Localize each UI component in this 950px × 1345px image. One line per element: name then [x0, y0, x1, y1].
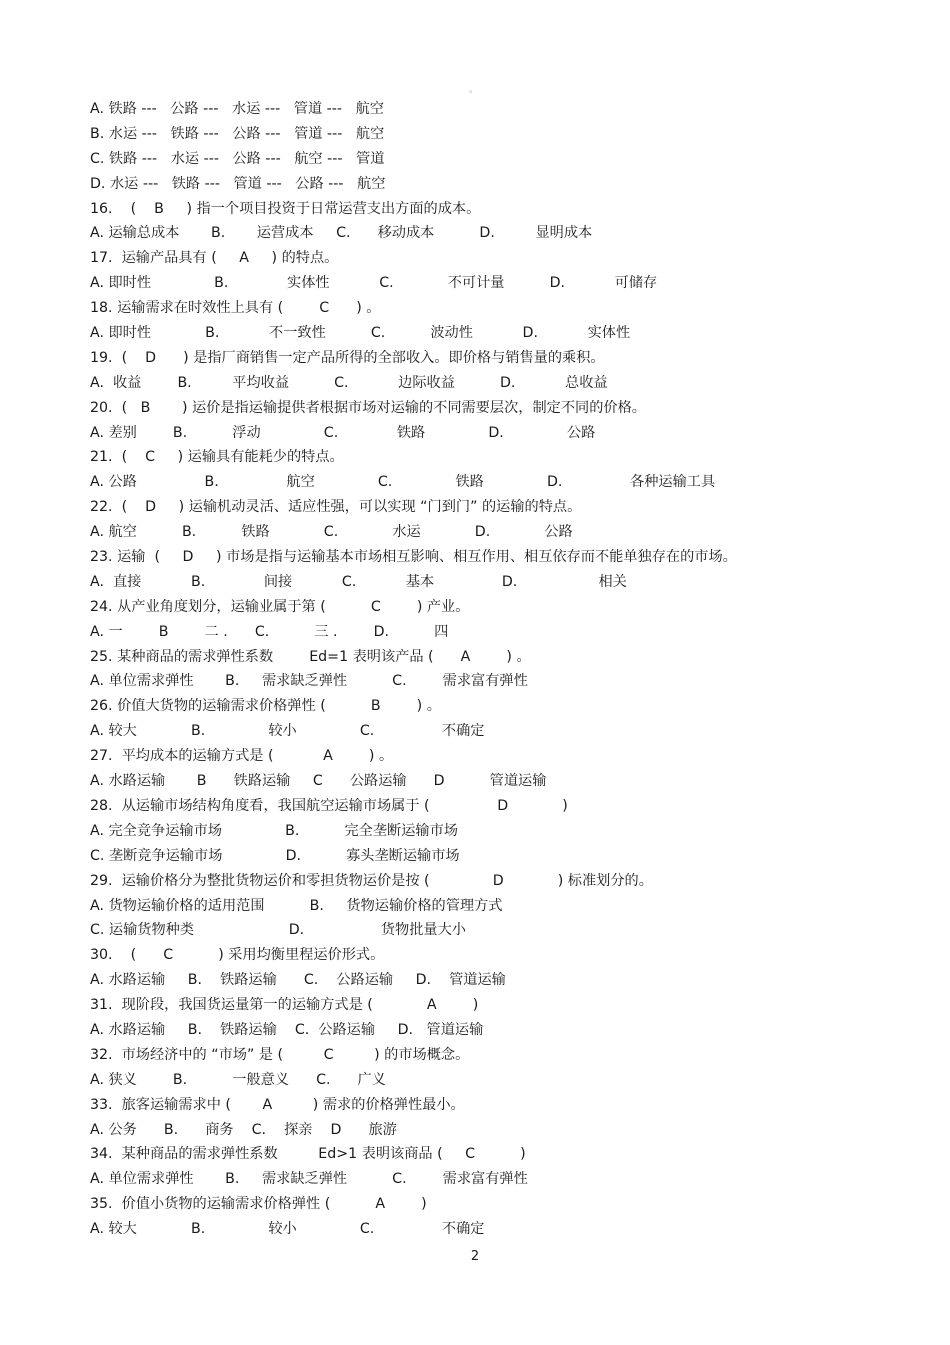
text-line: 26. 价值大货物的运输需求价格弹性 ( B ) 。	[90, 698, 441, 715]
text-line: 28. 从运输市场结构角度看，我国航空运输市场属于 ( D )	[90, 797, 568, 814]
text-line: 35. 价值小货物的运输需求价格弹性 ( A )	[90, 1196, 427, 1213]
text-line: A. 水路运输 B. 铁路运输 C. 公路运输 D. 管道运输	[90, 1021, 484, 1038]
text-line: 19. ( D ) 是指厂商销售一定产品所得的全部收入。即价格与销售量的乘积。	[90, 349, 605, 366]
text-line: A. 公路 B. 航空 C. 铁路 D. 各种运输工具	[90, 474, 716, 491]
text-line: 17. 运输产品具有 ( A ) 的特点。	[90, 250, 339, 267]
text-line: 16. ( B ) 指一个项目投资于日常运营支出方面的成本。	[90, 200, 481, 217]
text-line: 31. 现阶段，我国货运量第一的运输方式是 ( A )	[90, 997, 479, 1014]
text-line: 33. 旅客运输需求中 ( A ) 需求的价格弹性最小。	[90, 1096, 465, 1113]
text-line: 24. 从产业角度划分，运输业属于第 ( C ) 产业。	[90, 598, 470, 615]
text-line: C. 铁路 --- 水运 --- 公路 --- 航空 --- 管道	[90, 150, 385, 167]
text-line: A. 狭义 B. 一般意义 C. 广义	[90, 1071, 386, 1088]
text-line: 30. ( C ) 采用均衡里程运价形式。	[90, 947, 385, 964]
text-line: A. 直接 B. 间接 C. 基本 D. 相关	[90, 573, 627, 590]
text-line: B. 水运 --- 铁路 --- 公路 --- 管道 --- 航空	[90, 125, 385, 142]
text-line: A. 收益 B. 平均收益 C. 边际收益 D. 总收益	[90, 374, 608, 391]
text-line: 21. ( C ) 运输具有能耗少的特点。	[90, 449, 344, 466]
text-line: 18. 运输需求在时效性上具有 ( C ) 。	[90, 300, 381, 317]
text-line: A. 差别 B. 浮动 C. 铁路 D. 公路	[90, 424, 596, 441]
text-line: C. 运输货物种类 D. 货物批量大小	[90, 922, 466, 939]
text-line: 27. 平均成本的运输方式是 ( A ) 。	[90, 748, 394, 765]
text-line: A. 一 B 二 . C. 三 . D. 四	[90, 623, 449, 640]
text-line: A. 完全竞争运输市场 B. 完全垄断运输市场	[90, 822, 458, 839]
text-line: 20. ( B ) 运价是指运输提供者根据市场对运输的不同需要层次，制定不同的价格。	[90, 399, 646, 416]
text-line: A. 运输总成本 B. 运营成本 C. 移动成本 D. 显明成本	[90, 225, 593, 242]
text-line: A. 即时性 B. 实体性 C. 不可计量 D. 可储存	[90, 275, 658, 292]
text-line: A. 即时性 B. 不一致性 C. 波动性 D. 实体性	[90, 325, 631, 342]
text-line: A. 水路运输 B. 铁路运输 C. 公路运输 D. 管道运输	[90, 972, 506, 989]
text-line: A. 单位需求弹性 B. 需求缺乏弹性 C. 需求富有弹性	[90, 673, 528, 690]
text-line: 23. 运输 ( D ) 市场是指与运输基本市场相互影响、相互作用、相互依存而不能单独存在的市场。	[90, 549, 737, 566]
text-line: A. 铁路 --- 公路 --- 水运 --- 管道 --- 航空	[90, 101, 384, 117]
text-line: 29. 运输价格分为整批货物运价和零担货物运价是按 ( D ) 标准划分的。	[90, 872, 653, 889]
text-line: C. 垄断竞争运输市场 D. 寡头垄断运输市场	[90, 847, 460, 864]
text-line: A. 较大 B. 较小 C. 不确定	[90, 1221, 485, 1238]
text-line: A. 较大 B. 较小 C. 不确定	[90, 723, 485, 740]
text-line: 22. ( D ) 运输机动灵活、适应性强，可以实现 “门到门” 的运输的特点。	[90, 499, 582, 516]
text-line: A. 单位需求弹性 B. 需求缺乏弹性 C. 需求富有弹性	[90, 1171, 528, 1188]
text-line: A. 货物运输价格的适用范围 B. 货物运输价格的管理方式	[90, 897, 503, 914]
text-line: A. 航空 B. 铁路 C. 水运 D. 公路	[90, 524, 573, 541]
text-line: 32. 市场经济中的 “市场” 是 ( C ) 的市场概念。	[90, 1046, 470, 1063]
header-mark: 。	[469, 85, 479, 95]
page-number: 2	[470, 1249, 480, 1264]
text-line: A. 水路运输 B 铁路运输 C 公路运输 D 管道运输	[90, 773, 547, 790]
text-line: 34. 某种商品的需求弹性系数 Ed>1 表明该商品 ( C )	[90, 1146, 526, 1163]
text-line: A. 公务 B. 商务 C. 探亲 D 旅游	[90, 1121, 397, 1138]
text-line: D. 水运 --- 铁路 --- 管道 --- 公路 --- 航空	[90, 175, 386, 192]
question-list	[90, 97, 910, 1242]
text-line: 25. 某种商品的需求弹性系数 Ed=1 表明该产品 ( A ) 。	[90, 648, 531, 665]
